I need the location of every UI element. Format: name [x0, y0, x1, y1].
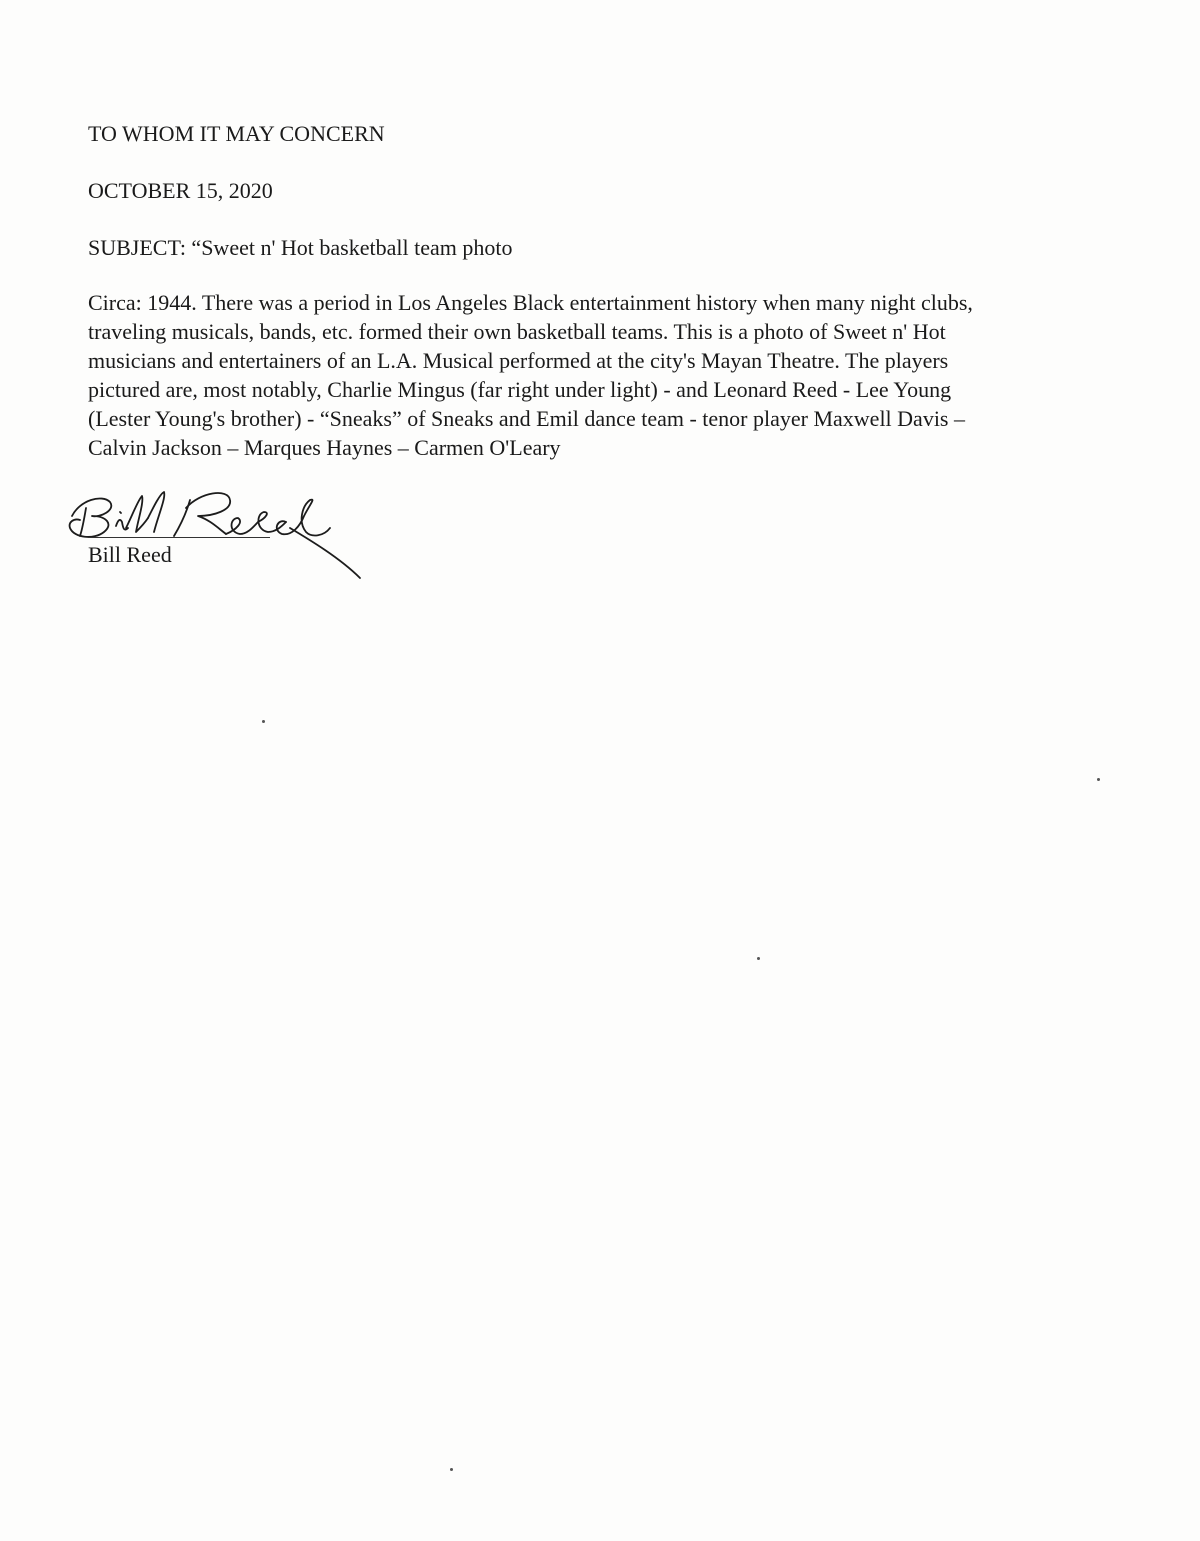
- salutation: TO WHOM IT MAY CONCERN: [88, 121, 385, 146]
- letter-subject: SUBJECT: “Sweet n' Hot basketball team photo: [88, 235, 513, 260]
- signature-line: [88, 537, 270, 538]
- body-line: (Lester Young's brother) - “Sneaks” of Sneaks and Emil dance team - tenor player Maxwell Davis –: [88, 406, 965, 431]
- paper-speck: [450, 1468, 453, 1471]
- body-line: musicians and entertainers of an L.A. Musical performed at the city's Mayan Theatre. The players: [88, 348, 949, 373]
- letter-date: OCTOBER 15, 2020: [88, 178, 273, 203]
- body-line: Calvin Jackson – Marques Haynes – Carmen O'Leary: [88, 435, 561, 460]
- body-line: Circa: 1944. There was a period in Los Angeles Black entertainment history when many night clubs,: [88, 290, 973, 315]
- paper-speck: [757, 957, 760, 960]
- body-line: pictured are, most notably, Charlie Mingus (far right under light) - and Leonard Reed - Lee Young: [88, 377, 952, 402]
- body-line: traveling musicals, bands, etc. formed their own basketball teams. This is a photo of Sweet n' Hot: [88, 319, 946, 344]
- paper-speck: [1097, 778, 1100, 781]
- letter-body: [88, 288, 1088, 462]
- signer-name: Bill Reed: [88, 542, 172, 567]
- handwritten-signature: [60, 478, 380, 588]
- paper-speck: [262, 720, 265, 723]
